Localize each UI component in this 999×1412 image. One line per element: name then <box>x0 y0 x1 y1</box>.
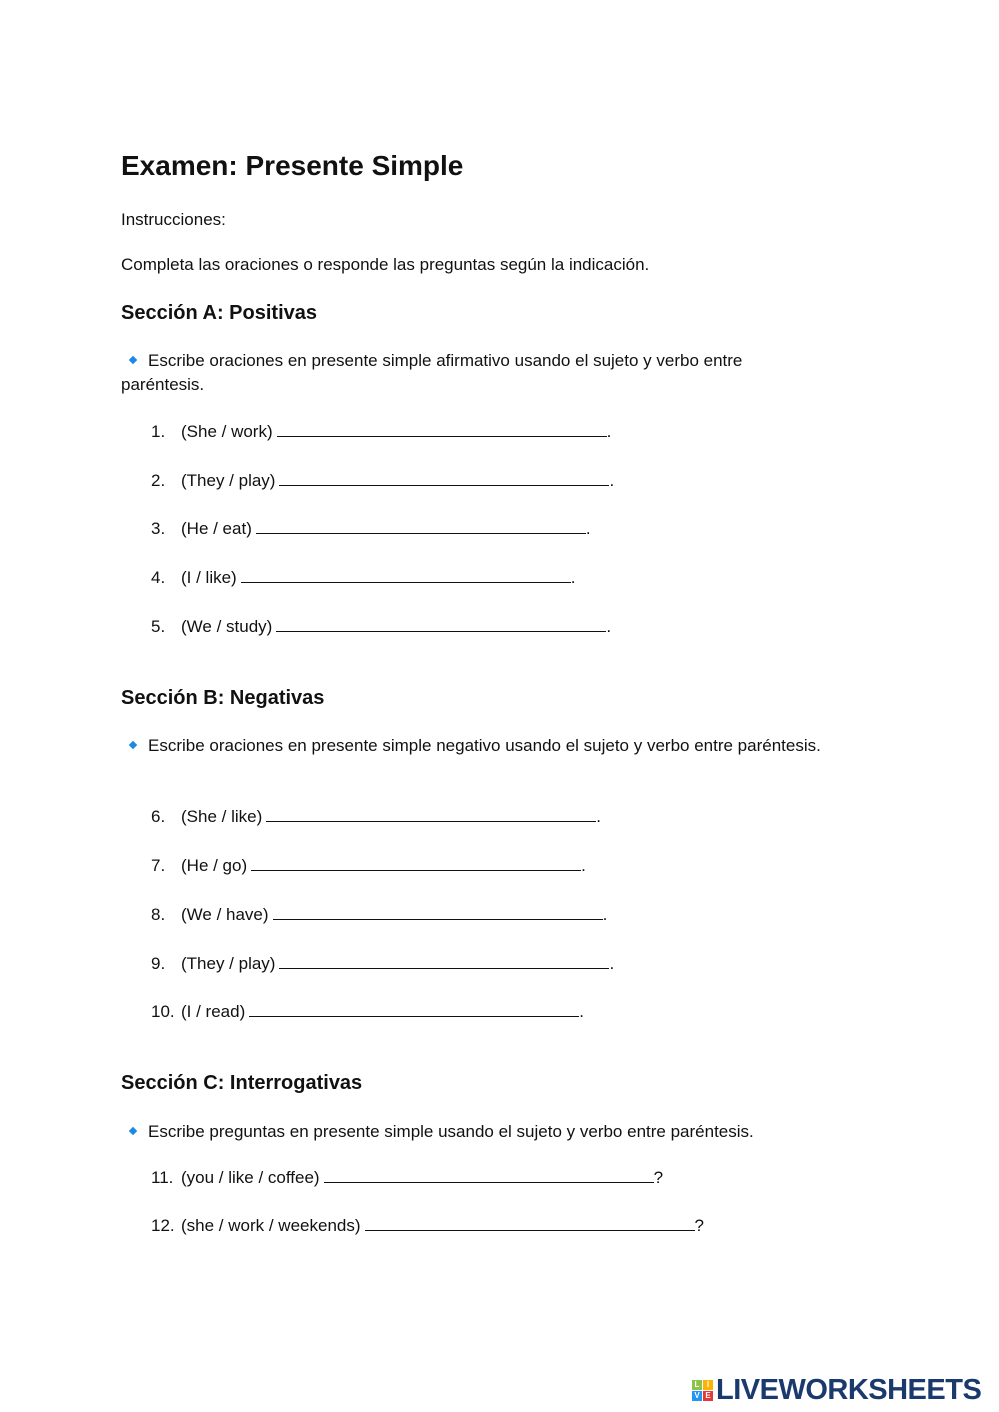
question-item <box>151 1000 584 1023</box>
question-end-punctuation: . <box>602 905 608 924</box>
question-number: 10. <box>151 1002 175 1021</box>
question-number: 5. <box>151 617 166 636</box>
section-b-instruction: Escribe oraciones en presente simple negativo usando el sujeto y verbo entre paréntesis. <box>121 734 821 758</box>
question-number: 6. <box>151 807 166 826</box>
question-prompt: (you / like / coffee) <box>181 1168 320 1187</box>
question-prompt: (He / eat) <box>181 519 252 538</box>
question-prompt: (We / have) <box>181 905 269 924</box>
question-item <box>151 1214 704 1237</box>
answer-blank-input[interactable] <box>241 566 571 583</box>
question-item <box>151 903 607 926</box>
question-item <box>151 1166 663 1189</box>
question-item <box>151 615 611 638</box>
logo-tiles-icon: L I V E <box>692 1380 713 1401</box>
question-end-punctuation: . <box>609 954 615 973</box>
page-title: Examen: Presente Simple <box>121 150 464 181</box>
question-prompt: (she / work / weekends) <box>181 1216 361 1235</box>
question-number: 7. <box>151 856 166 875</box>
question-end-punctuation: . <box>581 856 586 875</box>
section-a-heading: Sección A: Positivas <box>121 302 317 324</box>
question-end-punctuation: . <box>570 568 576 587</box>
question-item <box>151 805 601 828</box>
diamond-bullet-icon <box>129 1127 137 1135</box>
question-number: 8. <box>151 905 166 924</box>
answer-blank-input[interactable] <box>256 517 586 534</box>
answer-blank-input[interactable] <box>365 1214 695 1231</box>
question-end-punctuation: ? <box>653 1168 664 1187</box>
question-end-punctuation: . <box>606 422 612 441</box>
answer-blank-input[interactable] <box>249 1000 579 1017</box>
question-item <box>151 517 591 540</box>
question-prompt: (I / read) <box>181 1002 246 1021</box>
question-end-punctuation: . <box>579 1002 584 1021</box>
answer-blank-input[interactable] <box>277 420 607 437</box>
question-number: 1. <box>151 422 166 441</box>
instructions-label: Instrucciones: <box>121 210 226 229</box>
answer-blank-input[interactable] <box>266 805 596 822</box>
question-number: 3. <box>151 519 166 538</box>
question-end-punctuation: . <box>606 617 612 636</box>
question-prompt: (She / work) <box>181 422 273 441</box>
question-prompt: (We / study) <box>181 617 273 636</box>
answer-blank-input[interactable] <box>279 952 609 969</box>
answer-blank-input[interactable] <box>324 1166 654 1183</box>
question-number: 2. <box>151 471 166 490</box>
question-number: 9. <box>151 954 166 973</box>
section-c-instruction: Escribe preguntas en presente simple usando el sujeto y verbo entre paréntesis. <box>121 1120 921 1144</box>
liveworksheets-logo: L I V E LIVEWORKSHEETS <box>692 1374 981 1407</box>
answer-blank-input[interactable] <box>276 615 606 632</box>
instructions-text: Completa las oraciones o responde las preguntas según la indicación. <box>121 255 650 274</box>
question-end-punctuation: . <box>585 519 591 538</box>
question-end-punctuation: . <box>609 471 615 490</box>
diamond-bullet-icon <box>129 356 137 364</box>
section-c-heading: Sección C: Interrogativas <box>121 1072 363 1094</box>
diamond-bullet-icon <box>129 741 137 749</box>
question-prompt: (He / go) <box>181 856 248 875</box>
question-item <box>151 952 614 975</box>
question-item <box>151 469 614 492</box>
question-item <box>151 420 611 443</box>
question-end-punctuation: ? <box>694 1216 704 1235</box>
question-prompt: (I / like) <box>181 568 237 587</box>
question-number: 12. <box>151 1216 175 1235</box>
question-prompt: (They / play) <box>181 954 276 973</box>
question-end-punctuation: . <box>596 807 601 826</box>
section-a-instruction: Escribe oraciones en presente simple afirmativo usando el sujeto y verbo entre paréntesis. <box>121 351 743 394</box>
question-prompt: (She / like) <box>181 807 263 826</box>
question-prompt: (They / play) <box>181 471 276 490</box>
question-number: 4. <box>151 568 166 587</box>
section-b-heading: Sección B: Negativas <box>121 687 325 709</box>
answer-blank-input[interactable] <box>273 903 603 920</box>
answer-blank-input[interactable] <box>279 469 609 486</box>
question-item <box>151 854 586 877</box>
question-item <box>151 566 575 589</box>
answer-blank-input[interactable] <box>251 854 581 871</box>
question-number: 11. <box>151 1168 174 1187</box>
